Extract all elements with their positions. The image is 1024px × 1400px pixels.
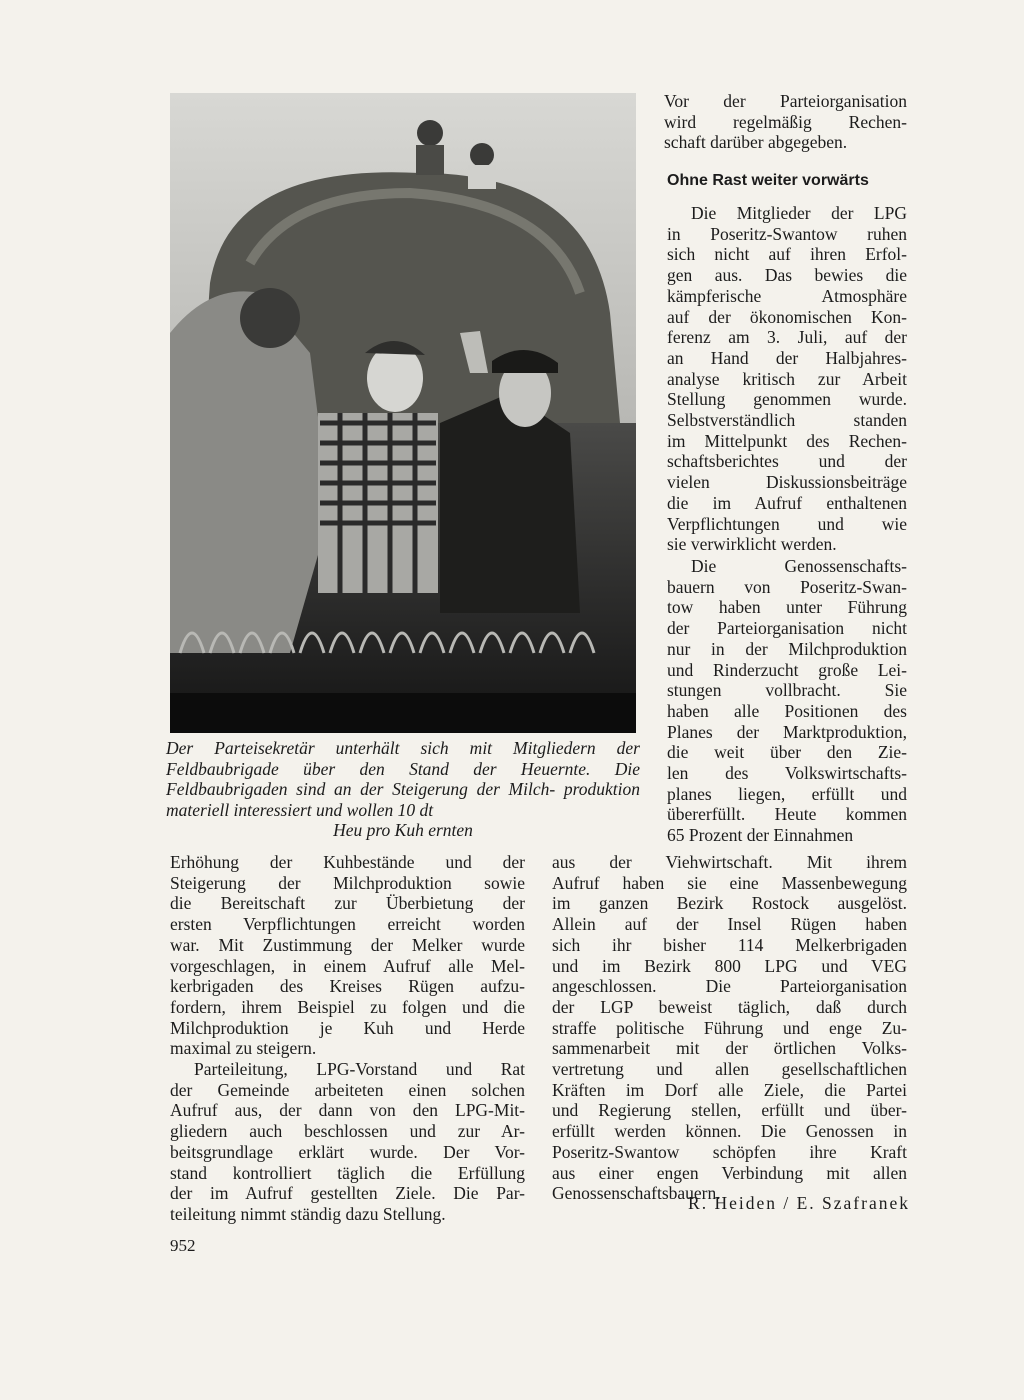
photo-caption: [166, 738, 640, 841]
text-line: der Parteiorganisation nicht: [667, 618, 907, 639]
text-line: Allein auf der Insel Rügen haben: [552, 914, 907, 935]
text-line: im ganzen Bezirk Rostock ausgelöst.: [552, 893, 907, 914]
paragraph-right-1: [667, 203, 907, 555]
text-line: vorgeschlagen, in einem Aufruf alle Mel-: [170, 955, 525, 976]
text-line: der Gemeinde arbeiteten einen solchen: [170, 1079, 525, 1100]
text-line: ferenz am 3. Juli, auf der: [667, 327, 907, 348]
text-line: Steigerung der Milchproduktion sowie: [170, 872, 525, 893]
text-line: straffe politische Führung und enge Zu-: [552, 1017, 907, 1038]
text-line: war. Mit Zustimmung der Melker wurde: [170, 934, 525, 955]
text-line: stand kontrolliert täglich die Erfüllung: [170, 1162, 525, 1183]
caption-line: Feldbaubrigaden sind an der Steigerung der Milch-: [166, 779, 556, 799]
caption-line: Feldbaubrigade über den Stand der Heuernte. Die: [166, 758, 640, 779]
text-line: Planes der Marktproduktion,: [667, 721, 907, 742]
text-line: gen aus. Das bewies die: [667, 265, 907, 286]
text-line: vielen Diskussionsbeiträge: [667, 472, 907, 493]
photo-image: [170, 93, 636, 733]
text-line: teileitung nimmt ständig dazu Stellung.: [170, 1203, 446, 1224]
text-line: bauern von Poseritz-Swan-: [667, 576, 907, 597]
paragraph-left-2: [170, 1059, 525, 1225]
text-line: kerbrigaden des Kreises Rügen aufzu-: [170, 976, 525, 997]
text-line: 65 Prozent der Einnahmen: [667, 825, 854, 846]
text-line: schaft darüber abgegeben.: [664, 132, 848, 153]
text-line: angeschlossen. Die Parteiorganisation: [552, 976, 907, 997]
text-line: sammenarbeit mit der örtlichen Volks-: [552, 1038, 907, 1059]
text-line: gliedern auch beschlossen und zur Ar-: [170, 1121, 525, 1142]
text-line: maximal zu steigern.: [170, 1038, 317, 1059]
text-line: beitsgrundlage erklärt wurde. Der Vor-: [170, 1141, 525, 1162]
photo-harvest-brigade: [170, 93, 636, 733]
text-line: sie verwirklicht werden.: [667, 534, 837, 555]
text-line: im Mittelpunkt des Rechen-: [667, 430, 907, 451]
text-line: schaftsberichtes und der: [667, 451, 907, 472]
text-line: Aufruf haben sie eine Massenbewegung: [552, 872, 907, 893]
text-line: Parteileitung, LPG-Vorstand und Rat: [194, 1059, 525, 1080]
text-line: analyse kritisch zur Arbeit: [667, 368, 907, 389]
text-line: Aufruf aus, der dann von den LPG-Mit-: [170, 1100, 525, 1121]
author-signature: R. Heiden / E. Szafranek: [688, 1193, 910, 1213]
text-line: sich nicht auf ihren Erfol-: [667, 244, 907, 265]
paragraph-left-1: [170, 852, 525, 1059]
text-line: ersten Verpflichtungen erreicht worden: [170, 914, 525, 935]
text-line: Die Mitglieder der LPG: [691, 203, 907, 223]
text-line: die weit über den Zie-: [667, 742, 907, 763]
caption-line: Der Parteisekretär unterhält sich mit Mitgliedern der: [166, 738, 640, 758]
text-line: der im Aufruf gestellten Ziele. Die Par-: [170, 1183, 525, 1204]
text-line: die im Aufruf enthaltenen: [667, 492, 907, 513]
text-line: Poseritz-Swantow schöpfen ihre Kraft: [552, 1141, 907, 1162]
text-line: tow haben unter Führung: [667, 597, 907, 618]
left-column: [170, 852, 525, 1225]
text-line: Erhöhung der Kuhbestände und der: [170, 852, 525, 872]
text-line: Genossenschaftsbauern.: [552, 1183, 721, 1204]
paragraph-right-3: [552, 852, 907, 1204]
text-line: planes liegen, erfüllt und: [667, 783, 907, 804]
text-line: haben alle Positionen des: [667, 700, 907, 721]
text-line: in Poseritz-Swantow ruhen: [667, 223, 907, 244]
text-line: übererfüllt. Heute kommen: [667, 804, 907, 825]
text-line: wird regelmäßig Rechen-: [664, 111, 907, 132]
text-line: Selbstverständlich standen: [667, 410, 907, 431]
page-number: 952: [170, 1236, 196, 1255]
text-line: Milchproduktion je Kuh und Herde: [170, 1017, 525, 1038]
text-line: an Hand der Halbjahres-: [667, 347, 907, 368]
paragraph-right-2: [667, 556, 907, 846]
caption-line: Heu pro Kuh ernten: [333, 820, 473, 840]
text-line: und im Bezirk 800 LPG und VEG: [552, 955, 907, 976]
text-line: und Rinderzucht große Lei-: [667, 659, 907, 680]
text-line: auf der ökonomischen Kon-: [667, 306, 907, 327]
text-line: aus der Viehwirtschaft. Mit ihrem: [552, 852, 907, 872]
text-line: vertretung und allen gesellschaftlichen: [552, 1059, 907, 1080]
text-line: stungen vollbracht. Sie: [667, 680, 907, 701]
text-line: und Regierung stellen, erfüllt und über-: [552, 1100, 907, 1121]
text-line: Stellung genommen wurde.: [667, 389, 907, 410]
text-line: len des Volkswirtschafts-: [667, 763, 907, 784]
text-line: erfüllt werden können. Die Genossen in: [552, 1121, 907, 1142]
text-line: Die Genossenschafts-: [691, 556, 907, 576]
text-line: Verpflichtungen und wie: [667, 513, 907, 534]
text-line: der LGP beweist täglich, daß durch: [552, 996, 907, 1017]
intro-paragraph: [664, 91, 907, 153]
text-line: fordern, ihrem Beispiel zu folgen und die: [170, 996, 525, 1017]
text-line: die Bereitschaft zur Überbietung der: [170, 893, 525, 914]
text-line: Kräften im Dorf alle Ziele, die Partei: [552, 1079, 907, 1100]
text-line: sich ihr bisher 114 Melkerbrigaden: [552, 934, 907, 955]
text-line: kämpferische Atmosphäre: [667, 285, 907, 306]
text-line: nur in der Milchproduktion: [667, 638, 907, 659]
text-line: aus einer engen Verbindung mit allen: [552, 1162, 907, 1183]
text-line: Vor der Parteiorganisation: [664, 91, 907, 111]
section-heading: Ohne Rast weiter vorwärts: [667, 172, 869, 189]
caption-line: produktion materiell interessiert und wollen 10 dt: [166, 779, 640, 820]
